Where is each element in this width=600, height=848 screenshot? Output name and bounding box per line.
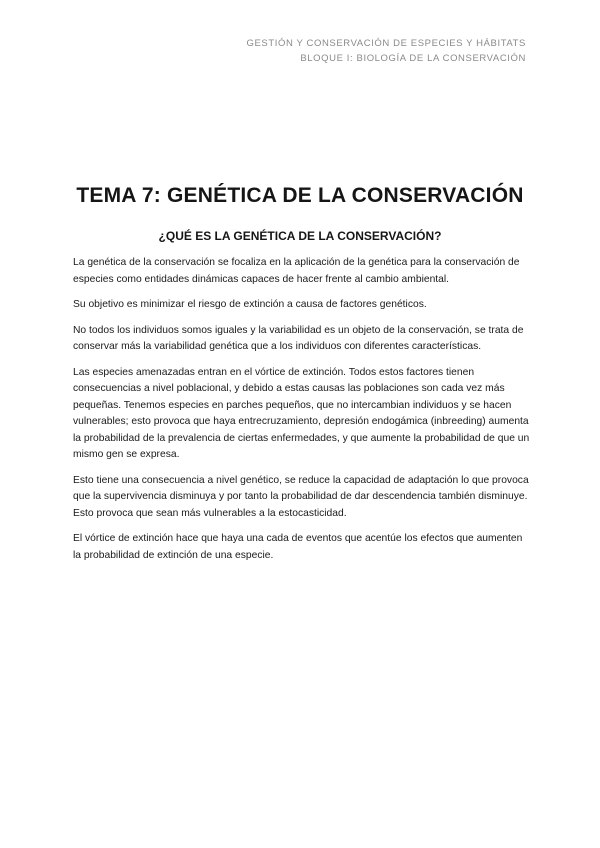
running-header: [246, 36, 526, 66]
paragraph: El vórtice de extinción hace que haya una cada de eventos que acentúe los efectos que aumenten la probabilidad de extinción de una especie.: [73, 533, 523, 561]
page-title: TEMA 7: GENÉTICA DE LA CONSERVACIÓN: [76, 184, 524, 207]
body-text: [73, 255, 533, 573]
paragraph: Las especies amenazadas entran en el vórtice de extinción. Todos estos factores tienen consecuencias a nivel poblacional, y debido a estas causas las poblaciones son cada vez más pequeñas. Tenemos especies en parches pequeños, que no intercambian individuos y se hacen vulnerables; esto provoca que haya entrecruzamiento, depresión endogámica (inbreeding) aumenta la probabilidad de la prevalencia de ciertas enfermedades, y que aumente la probabilidad de que un mismo gen se expresa.: [73, 366, 530, 460]
section-heading: ¿QUÉ ES LA GENÉTICA DE LA CONSERVACIÓN?: [158, 229, 442, 243]
header-course-title: GESTIÓN Y CONSERVACIÓN DE ESPECIES Y HÁBITATS: [246, 38, 526, 49]
paragraph: Su objetivo es minimizar el riesgo de extinción a causa de factores genéticos.: [73, 299, 427, 310]
header-block-title: BLOQUE I: BIOLOGÍA DE LA CONSERVACIÓN: [300, 53, 526, 64]
paragraph: La genética de la conservación se focaliza en la aplicación de la genética para la conservación de especies como entidades dinámicas capaces de hacer frente al cambio ambiental.: [73, 257, 520, 285]
paragraph: Esto tiene una consecuencia a nivel genético, se reduce la capacidad de adaptación lo que provoca que la supervivencia disminuya y por tanto la probabilidad de dar descendencia también disminuye. Esto provoca que sean más vulnerables a la estocasticidad.: [73, 474, 529, 519]
paragraph: No todos los individuos somos iguales y la variabilidad es un objeto de la conservación, se trata de conservar más la variabilidad genética que a los individuos con diferentes características.: [73, 324, 524, 352]
